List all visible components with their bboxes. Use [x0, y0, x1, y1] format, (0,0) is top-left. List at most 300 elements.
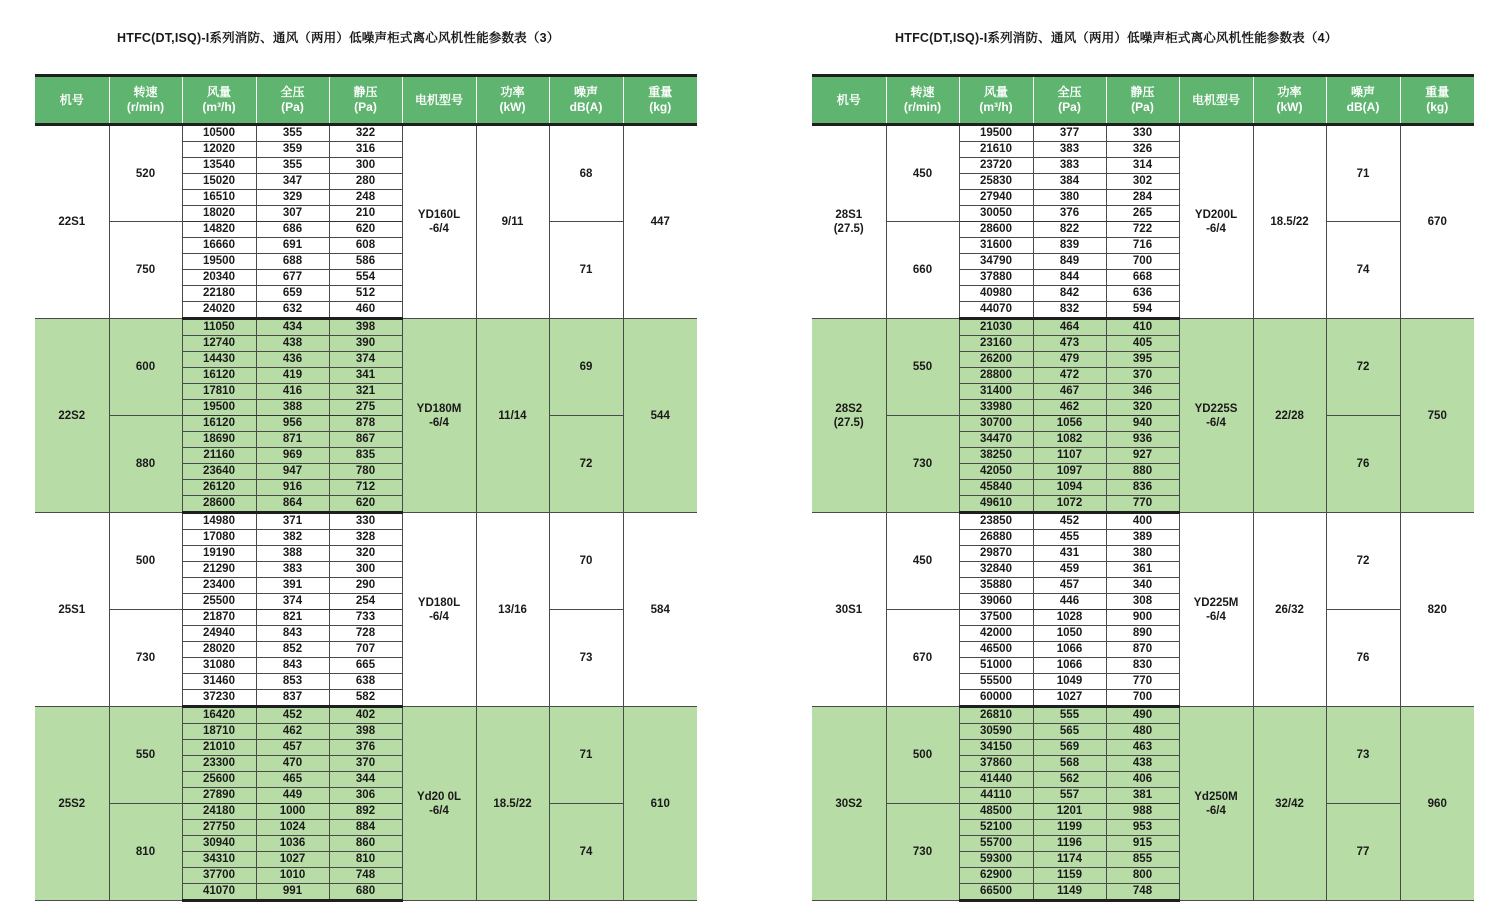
header-weight: 重量 (kg)	[623, 76, 697, 125]
airflow-cell: 49610	[959, 496, 1033, 513]
table-row	[35, 513, 697, 530]
airflow-cell: 14430	[182, 352, 256, 368]
airflow-cell: 32840	[959, 562, 1033, 578]
table-row	[35, 319, 697, 336]
airflow-cell: 27750	[182, 820, 256, 836]
total-pressure-cell: 1107	[1033, 448, 1106, 464]
static-pressure-cell: 884	[329, 820, 402, 836]
total-pressure-cell: 1066	[1033, 658, 1106, 674]
header-airflow: 风量 (m³/h)	[182, 76, 256, 125]
airflow-cell: 21160	[182, 448, 256, 464]
static-pressure-cell: 376	[329, 740, 402, 756]
total-pressure-cell: 686	[256, 222, 329, 238]
fan-model-cell: 25S2	[35, 707, 109, 901]
header-total-pressure: 全压 (Pa)	[1033, 76, 1106, 125]
total-pressure-cell: 464	[1033, 319, 1106, 336]
total-pressure-cell: 374	[256, 594, 329, 610]
table-row	[35, 610, 697, 626]
total-pressure-cell: 844	[1033, 270, 1106, 286]
airflow-cell: 11050	[182, 319, 256, 336]
total-pressure-cell: 467	[1033, 384, 1106, 400]
total-pressure-cell: 380	[1033, 190, 1106, 206]
total-pressure-cell: 555	[1033, 707, 1106, 724]
airflow-cell: 42000	[959, 626, 1033, 642]
total-pressure-cell: 871	[256, 432, 329, 448]
static-pressure-cell: 707	[329, 642, 402, 658]
noise-cell: 69	[549, 319, 623, 416]
total-pressure-cell: 388	[256, 546, 329, 562]
header-model: 机号	[812, 76, 886, 125]
airflow-cell: 14980	[182, 513, 256, 530]
noise-cell: 71	[549, 707, 623, 804]
static-pressure-cell: 398	[329, 319, 402, 336]
noise-cell: 68	[549, 125, 623, 222]
total-pressure-cell: 383	[1033, 142, 1106, 158]
table-title: HTFC(DT,ISQ)-I系列消防、通风（两用）低噪声柜式离心风机性能参数表（3）	[117, 31, 560, 45]
static-pressure-cell: 867	[329, 432, 402, 448]
static-pressure-cell: 320	[329, 546, 402, 562]
airflow-cell: 31460	[182, 674, 256, 690]
static-pressure-cell: 248	[329, 190, 402, 206]
header-speed: 转速 (r/min)	[109, 76, 182, 125]
static-pressure-cell: 402	[329, 707, 402, 724]
static-pressure-cell: 810	[329, 852, 402, 868]
speed-cell: 550	[886, 319, 959, 416]
speed-cell: 660	[886, 222, 959, 319]
airflow-cell: 18710	[182, 724, 256, 740]
airflow-cell: 25500	[182, 594, 256, 610]
total-pressure-cell: 677	[256, 270, 329, 286]
noise-cell: 72	[1326, 319, 1400, 416]
static-pressure-cell: 326	[1106, 142, 1179, 158]
speed-cell: 450	[886, 513, 959, 610]
airflow-cell: 18020	[182, 206, 256, 222]
header-noise: 噪声 dB(A)	[1326, 76, 1400, 125]
total-pressure-cell: 853	[256, 674, 329, 690]
table-row	[35, 222, 697, 238]
total-pressure-cell: 465	[256, 772, 329, 788]
total-pressure-cell: 822	[1033, 222, 1106, 238]
static-pressure-cell: 330	[1106, 125, 1179, 142]
airflow-cell: 23850	[959, 513, 1033, 530]
static-pressure-cell: 254	[329, 594, 402, 610]
static-pressure-cell: 361	[1106, 562, 1179, 578]
speed-cell: 670	[886, 610, 959, 707]
static-pressure-cell: 712	[329, 480, 402, 496]
total-pressure-cell: 436	[256, 352, 329, 368]
table-row	[35, 416, 697, 432]
static-pressure-cell: 330	[329, 513, 402, 530]
airflow-cell: 16120	[182, 368, 256, 384]
motor-model-cell: Yd250M -6/4	[1179, 707, 1253, 901]
static-pressure-cell: 680	[329, 884, 402, 901]
static-pressure-cell: 880	[1106, 464, 1179, 480]
airflow-cell: 21870	[182, 610, 256, 626]
airflow-cell: 55500	[959, 674, 1033, 690]
header-weight: 重量 (kg)	[1400, 76, 1474, 125]
static-pressure-cell: 835	[329, 448, 402, 464]
total-pressure-cell: 1010	[256, 868, 329, 884]
static-pressure-cell: 900	[1106, 610, 1179, 626]
airflow-cell: 31400	[959, 384, 1033, 400]
performance-table-panel-4	[812, 28, 1474, 902]
table-row	[35, 707, 697, 724]
fan-model-cell: 30S2	[812, 707, 886, 901]
airflow-cell: 30050	[959, 206, 1033, 222]
airflow-cell: 35880	[959, 578, 1033, 594]
table-row	[35, 804, 697, 820]
total-pressure-cell: 991	[256, 884, 329, 901]
noise-cell: 72	[549, 416, 623, 513]
total-pressure-cell: 969	[256, 448, 329, 464]
model-group	[35, 707, 697, 901]
airflow-cell: 44070	[959, 302, 1033, 319]
noise-cell: 77	[1326, 804, 1400, 901]
table-row	[812, 416, 1474, 432]
airflow-cell: 37700	[182, 868, 256, 884]
total-pressure-cell: 1072	[1033, 496, 1106, 513]
total-pressure-cell: 1050	[1033, 626, 1106, 642]
airflow-cell: 25830	[959, 174, 1033, 190]
static-pressure-cell: 410	[1106, 319, 1179, 336]
static-pressure-cell: 636	[1106, 286, 1179, 302]
static-pressure-cell: 836	[1106, 480, 1179, 496]
airflow-cell: 26200	[959, 352, 1033, 368]
motor-model-cell: YD225M -6/4	[1179, 513, 1253, 707]
airflow-cell: 19500	[182, 254, 256, 270]
static-pressure-cell: 700	[1106, 690, 1179, 707]
total-pressure-cell: 472	[1033, 368, 1106, 384]
airflow-cell: 14820	[182, 222, 256, 238]
static-pressure-cell: 463	[1106, 740, 1179, 756]
speed-cell: 880	[109, 416, 182, 513]
airflow-cell: 29870	[959, 546, 1033, 562]
airflow-cell: 40980	[959, 286, 1033, 302]
total-pressure-cell: 843	[256, 658, 329, 674]
performance-table	[812, 74, 1474, 902]
fan-model-cell: 22S1	[35, 125, 109, 319]
airflow-cell: 20340	[182, 270, 256, 286]
static-pressure-cell: 265	[1106, 206, 1179, 222]
airflow-cell: 27890	[182, 788, 256, 804]
model-group	[812, 707, 1474, 901]
static-pressure-cell: 316	[329, 142, 402, 158]
airflow-cell: 25600	[182, 772, 256, 788]
total-pressure-cell: 1000	[256, 804, 329, 820]
total-pressure-cell: 462	[256, 724, 329, 740]
static-pressure-cell: 389	[1106, 530, 1179, 546]
total-pressure-cell: 1082	[1033, 432, 1106, 448]
total-pressure-cell: 1196	[1033, 836, 1106, 852]
airflow-cell: 21030	[959, 319, 1033, 336]
speed-cell: 550	[109, 707, 182, 804]
static-pressure-cell: 770	[1106, 674, 1179, 690]
static-pressure-cell: 620	[329, 222, 402, 238]
motor-model-cell: YD180M -6/4	[402, 319, 476, 513]
speed-cell: 520	[109, 125, 182, 222]
performance-table-panel-3	[35, 28, 697, 902]
header-power: 功率 (kW)	[476, 76, 549, 125]
header-static-pressure: 静压 (Pa)	[1106, 76, 1179, 125]
airflow-cell: 41070	[182, 884, 256, 901]
total-pressure-cell: 391	[256, 578, 329, 594]
total-pressure-cell: 377	[1033, 125, 1106, 142]
airflow-cell: 60000	[959, 690, 1033, 707]
power-cell: 13/16	[476, 513, 549, 707]
total-pressure-cell: 691	[256, 238, 329, 254]
airflow-cell: 16120	[182, 416, 256, 432]
total-pressure-cell: 1199	[1033, 820, 1106, 836]
power-cell: 32/42	[1253, 707, 1326, 901]
total-pressure-cell: 462	[1033, 400, 1106, 416]
static-pressure-cell: 716	[1106, 238, 1179, 254]
total-pressure-cell: 371	[256, 513, 329, 530]
static-pressure-cell: 306	[329, 788, 402, 804]
total-pressure-cell: 1159	[1033, 868, 1106, 884]
airflow-cell: 23720	[959, 158, 1033, 174]
total-pressure-cell: 947	[256, 464, 329, 480]
speed-cell: 500	[109, 513, 182, 610]
static-pressure-cell: 830	[1106, 658, 1179, 674]
total-pressure-cell: 1027	[256, 852, 329, 868]
noise-cell: 73	[1326, 707, 1400, 804]
airflow-cell: 12740	[182, 336, 256, 352]
header-motor-model: 电机型号	[402, 76, 476, 125]
airflow-cell: 44110	[959, 788, 1033, 804]
airflow-cell: 42050	[959, 464, 1033, 480]
static-pressure-cell: 406	[1106, 772, 1179, 788]
airflow-cell: 28600	[182, 496, 256, 513]
airflow-cell: 22180	[182, 286, 256, 302]
airflow-cell: 33980	[959, 400, 1033, 416]
static-pressure-cell: 300	[329, 158, 402, 174]
static-pressure-cell: 280	[329, 174, 402, 190]
static-pressure-cell: 302	[1106, 174, 1179, 190]
total-pressure-cell: 383	[1033, 158, 1106, 174]
static-pressure-cell: 892	[329, 804, 402, 820]
total-pressure-cell: 688	[256, 254, 329, 270]
airflow-cell: 16660	[182, 238, 256, 254]
total-pressure-cell: 1201	[1033, 804, 1106, 820]
static-pressure-cell: 321	[329, 384, 402, 400]
table-row	[812, 222, 1474, 238]
static-pressure-cell: 341	[329, 368, 402, 384]
static-pressure-cell: 300	[329, 562, 402, 578]
power-cell: 18.5/22	[1253, 125, 1326, 319]
airflow-cell: 16510	[182, 190, 256, 206]
model-group	[35, 319, 697, 513]
airflow-cell: 16420	[182, 707, 256, 724]
total-pressure-cell: 446	[1033, 594, 1106, 610]
table-row	[35, 125, 697, 142]
total-pressure-cell: 568	[1033, 756, 1106, 772]
total-pressure-cell: 837	[256, 690, 329, 707]
total-pressure-cell: 1056	[1033, 416, 1106, 432]
total-pressure-cell: 473	[1033, 336, 1106, 352]
airflow-cell: 51000	[959, 658, 1033, 674]
airflow-cell: 52100	[959, 820, 1033, 836]
airflow-cell: 26810	[959, 707, 1033, 724]
static-pressure-cell: 490	[1106, 707, 1179, 724]
airflow-cell: 37880	[959, 270, 1033, 286]
total-pressure-cell: 562	[1033, 772, 1106, 788]
static-pressure-cell: 953	[1106, 820, 1179, 836]
header-airflow: 风量 (m³/h)	[959, 76, 1033, 125]
static-pressure-cell: 554	[329, 270, 402, 286]
header-static-pressure: 静压 (Pa)	[329, 76, 402, 125]
total-pressure-cell: 329	[256, 190, 329, 206]
airflow-cell: 26120	[182, 480, 256, 496]
total-pressure-cell: 1149	[1033, 884, 1106, 901]
total-pressure-cell: 1094	[1033, 480, 1106, 496]
total-pressure-cell: 449	[256, 788, 329, 804]
header-total-pressure: 全压 (Pa)	[256, 76, 329, 125]
total-pressure-cell: 659	[256, 286, 329, 302]
airflow-cell: 23640	[182, 464, 256, 480]
model-group	[812, 513, 1474, 707]
power-cell: 18.5/22	[476, 707, 549, 901]
speed-cell: 730	[886, 416, 959, 513]
airflow-cell: 19500	[959, 125, 1033, 142]
airflow-cell: 18690	[182, 432, 256, 448]
total-pressure-cell: 459	[1033, 562, 1106, 578]
airflow-cell: 38250	[959, 448, 1033, 464]
airflow-cell: 30700	[959, 416, 1033, 432]
table-row	[812, 804, 1474, 820]
static-pressure-cell: 870	[1106, 642, 1179, 658]
total-pressure-cell: 419	[256, 368, 329, 384]
power-cell: 9/11	[476, 125, 549, 319]
airflow-cell: 19500	[182, 400, 256, 416]
airflow-cell: 23400	[182, 578, 256, 594]
static-pressure-cell: 586	[329, 254, 402, 270]
airflow-cell: 12020	[182, 142, 256, 158]
static-pressure-cell: 480	[1106, 724, 1179, 740]
total-pressure-cell: 416	[256, 384, 329, 400]
static-pressure-cell: 284	[1106, 190, 1179, 206]
total-pressure-cell: 832	[1033, 302, 1106, 319]
total-pressure-cell: 382	[256, 530, 329, 546]
total-pressure-cell: 434	[256, 319, 329, 336]
model-group	[812, 319, 1474, 513]
airflow-cell: 30940	[182, 836, 256, 852]
airflow-cell: 41440	[959, 772, 1033, 788]
total-pressure-cell: 565	[1033, 724, 1106, 740]
static-pressure-cell: 722	[1106, 222, 1179, 238]
static-pressure-cell: 210	[329, 206, 402, 222]
static-pressure-cell: 733	[329, 610, 402, 626]
total-pressure-cell: 632	[256, 302, 329, 319]
total-pressure-cell: 849	[1033, 254, 1106, 270]
airflow-cell: 31600	[959, 238, 1033, 254]
speed-cell: 600	[109, 319, 182, 416]
total-pressure-cell: 956	[256, 416, 329, 432]
total-pressure-cell: 383	[256, 562, 329, 578]
static-pressure-cell: 395	[1106, 352, 1179, 368]
static-pressure-cell: 328	[329, 530, 402, 546]
airflow-cell: 28600	[959, 222, 1033, 238]
static-pressure-cell: 322	[329, 125, 402, 142]
total-pressure-cell: 479	[1033, 352, 1106, 368]
total-pressure-cell: 1097	[1033, 464, 1106, 480]
table-row	[812, 707, 1474, 724]
airflow-cell: 24020	[182, 302, 256, 319]
static-pressure-cell: 620	[329, 496, 402, 513]
airflow-cell: 37860	[959, 756, 1033, 772]
airflow-cell: 46500	[959, 642, 1033, 658]
static-pressure-cell: 380	[1106, 546, 1179, 562]
header-motor-model: 电机型号	[1179, 76, 1253, 125]
total-pressure-cell: 455	[1033, 530, 1106, 546]
total-pressure-cell: 864	[256, 496, 329, 513]
model-group	[812, 125, 1474, 319]
speed-cell: 450	[886, 125, 959, 222]
noise-cell: 72	[1326, 513, 1400, 610]
header-noise: 噪声 dB(A)	[549, 76, 623, 125]
static-pressure-cell: 860	[329, 836, 402, 852]
static-pressure-cell: 700	[1106, 254, 1179, 270]
airflow-cell: 34310	[182, 852, 256, 868]
static-pressure-cell: 748	[329, 868, 402, 884]
static-pressure-cell: 770	[1106, 496, 1179, 513]
total-pressure-cell: 470	[256, 756, 329, 772]
static-pressure-cell: 748	[1106, 884, 1179, 901]
total-pressure-cell: 1024	[256, 820, 329, 836]
table-row	[812, 610, 1474, 626]
total-pressure-cell: 557	[1033, 788, 1106, 804]
static-pressure-cell: 927	[1106, 448, 1179, 464]
airflow-cell: 37230	[182, 690, 256, 707]
header-model: 机号	[35, 76, 109, 125]
total-pressure-cell: 457	[256, 740, 329, 756]
total-pressure-cell: 452	[1033, 513, 1106, 530]
speed-cell: 730	[109, 610, 182, 707]
static-pressure-cell: 638	[329, 674, 402, 690]
static-pressure-cell: 405	[1106, 336, 1179, 352]
airflow-cell: 62900	[959, 868, 1033, 884]
airflow-cell: 48500	[959, 804, 1033, 820]
weight-cell: 820	[1400, 513, 1474, 707]
total-pressure-cell: 839	[1033, 238, 1106, 254]
airflow-cell: 17810	[182, 384, 256, 400]
total-pressure-cell: 1066	[1033, 642, 1106, 658]
speed-cell: 730	[886, 804, 959, 901]
airflow-cell: 30590	[959, 724, 1033, 740]
total-pressure-cell: 355	[256, 125, 329, 142]
total-pressure-cell: 452	[256, 707, 329, 724]
noise-cell: 73	[549, 610, 623, 707]
static-pressure-cell: 665	[329, 658, 402, 674]
static-pressure-cell: 398	[329, 724, 402, 740]
airflow-cell: 21290	[182, 562, 256, 578]
weight-cell: 750	[1400, 319, 1474, 513]
airflow-cell: 55700	[959, 836, 1033, 852]
airflow-cell: 34790	[959, 254, 1033, 270]
table-title: HTFC(DT,ISQ)-I系列消防、通风（两用）低噪声柜式离心风机性能参数表（4）	[895, 31, 1338, 45]
header-speed: 转速 (r/min)	[886, 76, 959, 125]
total-pressure-cell: 1174	[1033, 852, 1106, 868]
airflow-cell: 24180	[182, 804, 256, 820]
airflow-cell: 23300	[182, 756, 256, 772]
static-pressure-cell: 275	[329, 400, 402, 416]
static-pressure-cell: 290	[329, 578, 402, 594]
airflow-cell: 34470	[959, 432, 1033, 448]
static-pressure-cell: 668	[1106, 270, 1179, 286]
airflow-cell: 34150	[959, 740, 1033, 756]
total-pressure-cell: 916	[256, 480, 329, 496]
power-cell: 22/28	[1253, 319, 1326, 513]
static-pressure-cell: 370	[329, 756, 402, 772]
